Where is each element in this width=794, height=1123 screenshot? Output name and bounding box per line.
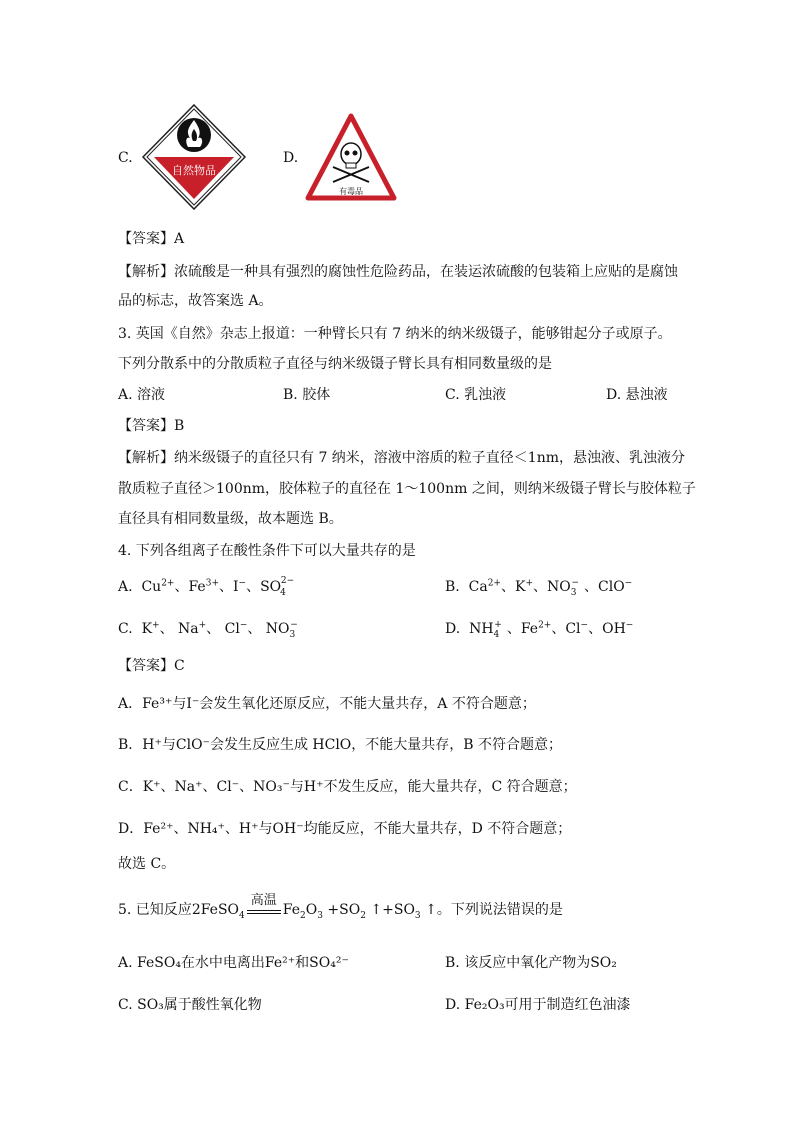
q3-option-c: C. 乳浊液	[445, 387, 507, 403]
q4-analysis-c: C．K⁺、Na⁺、Cl⁻、NO₃⁻与H⁺不发生反应，能大量共存，C 符合题意；	[118, 779, 577, 795]
q3-stem-line-2: 下列分散系中的分散质粒子直径与纳米级镊子臂长具有相同数量级的是	[118, 356, 552, 372]
q5-option-b: B. 该反应中氧化产物为SO₂	[445, 955, 617, 971]
toxic-sign-icon	[305, 112, 397, 202]
option-c-letter: C.	[118, 150, 133, 166]
sign-d-label: 有毒品	[339, 187, 363, 196]
sign-c-label: 自然物品	[172, 164, 216, 177]
q2-analysis-line-1: 【解析】浓硫酸是一种具有强烈的腐蚀性危险药品，在装运浓硫酸的包装箱上应贴的是腐蚀	[118, 264, 678, 280]
q2-answer: 【答案】A	[118, 231, 185, 247]
reaction-arrow	[247, 893, 281, 914]
q5-option-c: C. SO₃属于酸性氧化物	[118, 997, 262, 1013]
q4-answer: 【答案】C	[118, 658, 185, 674]
q3-analysis-line-1: 【解析】纳米级镊子的直径只有 7 纳米，溶液中溶质的粒子直径＜1nm，悬浊液、乳浊液分	[118, 450, 686, 466]
q4-option-d: D. $NH_4^+$ 、$Fe^{2+}$、Cl−、OH−	[445, 620, 634, 640]
q5-stem: 5. 已知反应2FeSO$_4$ 高温 $Fe_2O_3 +SO_2$ $↑+SO_3$ ↑。下列说法错误的是	[118, 899, 563, 921]
option-d-letter: D.	[283, 150, 299, 166]
q4-analysis-a: A．Fe³⁺与I⁻会发生氧化还原反应，不能大量共存，A 不符合题意；	[118, 696, 536, 712]
spontaneous-combustion-sign-icon	[140, 102, 248, 212]
q4-stem: 4. 下列各组离子在酸性条件下可以大量共存的是	[118, 543, 416, 559]
q4-option-b: B. $Ca^{2+}$、K+、$NO_3^-$ 、ClO−	[445, 578, 633, 598]
q3-option-a: A. 溶液	[118, 387, 166, 403]
q3-analysis-line-2: 散质粒子直径＞100nm，胶体粒子的直径在 1～100nm 之间，则纳米级镊子臂长与胶体粒子	[118, 481, 696, 497]
q2-analysis-line-2: 品的标志，故答案选 A。	[118, 293, 273, 309]
q4-analysis-b: B．H⁺与ClO⁻会发生反应生成 HClO，不能大量共存，B 不符合题意；	[118, 737, 563, 753]
q3-option-b: B. 胶体	[283, 387, 331, 403]
reaction-condition: 高温	[250, 893, 277, 908]
q4-conclusion: 故选 C。	[118, 856, 176, 872]
q3-stem-line-1: 3. 英国《自然》杂志上报道：一种臂长只有 7 纳米的纳米级镊子，能够钳起分子或原子。	[118, 326, 672, 342]
q3-option-d: D. 悬浊液	[606, 387, 668, 403]
q3-analysis-line-3: 直径具有相同数量级，故本题选 B。	[118, 511, 343, 527]
q4-option-c: C. K+、 Na+、 Cl−、 $NO_3^-$	[118, 620, 298, 640]
q4-analysis-d: D．Fe²⁺、NH₄⁺、H⁺与OH⁻均能反应，不能大量共存，D 不符合题意；	[118, 821, 572, 837]
q4-option-a: A. $Cu^{2+}$、$Fe^{3+}$、I−、$SO_4^{2-}$	[118, 576, 295, 598]
q5-option-a: A. FeSO₄在水中电离出Fe²⁺和SO₄²⁻	[118, 955, 349, 971]
q5-option-d: D. Fe₂O₃可用于制造红色油漆	[445, 997, 631, 1013]
q3-answer: 【答案】B	[118, 418, 185, 434]
